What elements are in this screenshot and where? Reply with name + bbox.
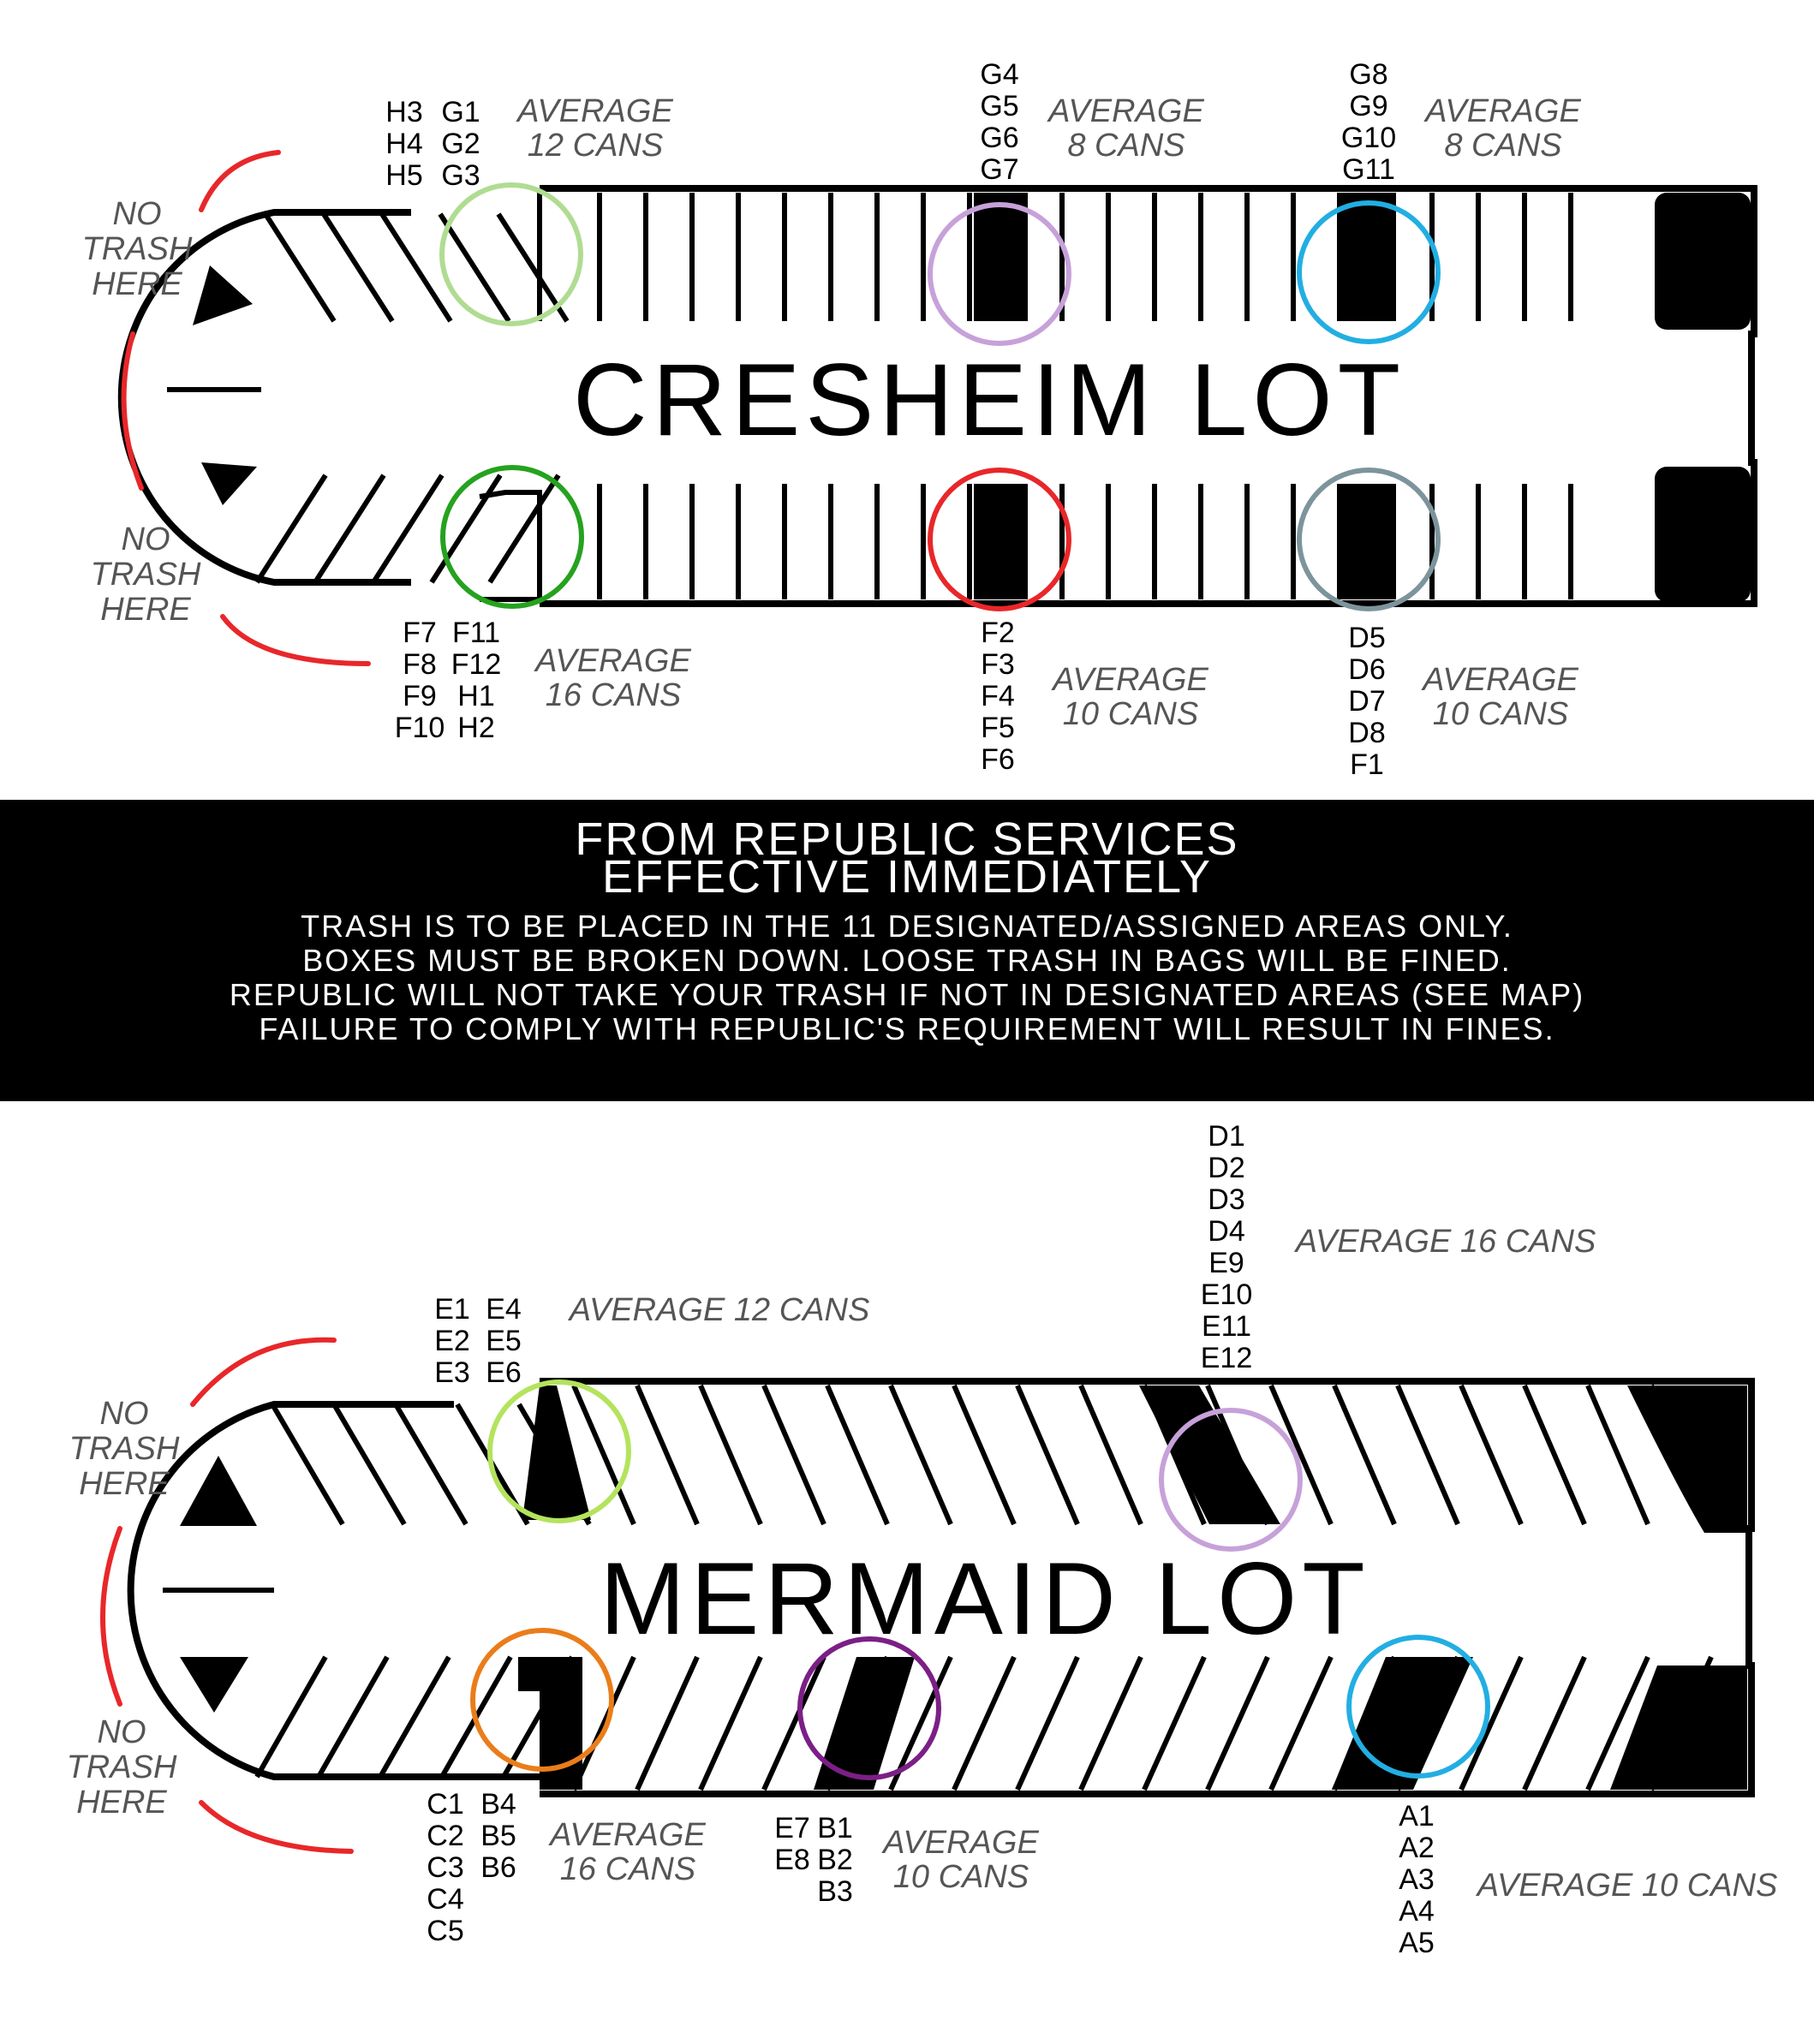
cresheim-trash-stall-4 bbox=[1342, 484, 1396, 599]
cresheim-trash-zone-circle-1 bbox=[442, 185, 581, 324]
cresheim-zone6-spot-1: D5 bbox=[1348, 622, 1386, 654]
cresheim-zone4-average-1: AVERAGE bbox=[535, 643, 691, 679]
mermaid-zone4-spot-b-3: B3 bbox=[817, 1875, 853, 1908]
cresheim-zone3-average-1: AVERAGE bbox=[1425, 93, 1581, 129]
cresheim-zone2-spot-3: G6 bbox=[980, 122, 1019, 154]
mermaid-top-stall-line bbox=[1271, 1386, 1331, 1524]
cresheim-zone4-spot-2: F8 bbox=[403, 648, 437, 681]
cresheim-no-trash-bottom-2: TRASH bbox=[90, 557, 201, 593]
mermaid-zone5-average-1: AVERAGE 10 CANS bbox=[1477, 1868, 1778, 1904]
mermaid-no-trash-top-3: HERE bbox=[79, 1466, 170, 1502]
mermaid-zone3-spot-b-2: B5 bbox=[480, 1820, 516, 1852]
mermaid-bottom-stall-line bbox=[1461, 1657, 1521, 1790]
cresheim-zone3-spot-2: G9 bbox=[1349, 90, 1388, 122]
mermaid-zone2-average-1: AVERAGE 16 CANS bbox=[1295, 1224, 1596, 1260]
mermaid-bottom-stall-line bbox=[1081, 1657, 1141, 1790]
mermaid-top-stall-line bbox=[637, 1386, 697, 1524]
cresheim-no-trash-top-2: TRASH bbox=[81, 231, 193, 267]
mermaid-no-trash-top-1: NO bbox=[99, 1396, 149, 1432]
mermaid-zone3-spot-2: C2 bbox=[427, 1820, 464, 1852]
mermaid-top-stall-line bbox=[701, 1386, 761, 1524]
mermaid-no-trash-bottom-3: HERE bbox=[76, 1785, 167, 1821]
mermaid-no-trash-arc-top bbox=[193, 1340, 334, 1404]
mermaid-zone2-spot-6: E10 bbox=[1200, 1278, 1253, 1311]
cresheim-zone2-spot-2: G5 bbox=[980, 90, 1019, 122]
cresheim-zone3-spot-4: G11 bbox=[1342, 153, 1395, 186]
cresheim-zone1-average-2: 12 CANS bbox=[527, 128, 664, 164]
mermaid-bottom-stall-line bbox=[637, 1657, 697, 1790]
cresheim-zone6-spot-5: F1 bbox=[1350, 748, 1384, 781]
notice-heading-1: FROM REPUBLIC SERVICES bbox=[575, 813, 1239, 865]
mermaid-zone2-spot-5: E9 bbox=[1208, 1247, 1244, 1279]
mermaid-zone3-spot-b-1: B4 bbox=[480, 1788, 516, 1821]
mermaid-top-stall-line bbox=[827, 1386, 887, 1524]
cresheim-zone4-spot-b-4: H2 bbox=[457, 712, 495, 744]
cresheim-zone4-spot-b-3: H1 bbox=[457, 680, 495, 712]
mermaid-bottom-stall-line bbox=[1144, 1657, 1204, 1790]
cresheim-zone6-spot-4: D8 bbox=[1348, 717, 1386, 749]
cresheim-no-trash-arc-middle bbox=[124, 334, 141, 488]
mermaid-bottom-stall-line bbox=[701, 1657, 761, 1790]
cresheim-trash-stall-2 bbox=[1342, 193, 1396, 321]
notice-line-1: TRASH IS TO BE PLACED IN THE 11 DESIGNATED/ASSIGNED AREAS ONLY. bbox=[301, 909, 1513, 944]
cresheim-trash-stall-3 bbox=[974, 484, 1028, 599]
mermaid-top-stall-line bbox=[1017, 1386, 1077, 1524]
notice-line-4: FAILURE TO COMPLY WITH REPUBLIC'S REQUIREMENT WILL RESULT IN FINES. bbox=[259, 1011, 1555, 1046]
cresheim-no-trash-top-3: HERE bbox=[92, 266, 182, 302]
cresheim-zone2-average-1: AVERAGE bbox=[1048, 93, 1204, 129]
cresheim-end-block-bottom bbox=[1655, 467, 1751, 602]
mermaid-top-stall-line bbox=[1461, 1386, 1521, 1524]
cresheim-zone5-spot-5: F6 bbox=[981, 743, 1015, 776]
mermaid-top-stall-line bbox=[1525, 1386, 1584, 1524]
mermaid-top-stall-line bbox=[1334, 1386, 1394, 1524]
cresheim-zone5-spot-2: F3 bbox=[981, 648, 1015, 681]
mermaid-zone5-spot-3: A3 bbox=[1399, 1863, 1435, 1896]
mermaid-zone1-spot-2: E2 bbox=[434, 1325, 470, 1357]
cresheim-head-corner bbox=[480, 492, 540, 599]
mermaid-zone3-spot-4: C4 bbox=[427, 1883, 464, 1916]
cresheim-head-stall-bottom bbox=[373, 475, 442, 582]
cresheim-zone1-spot-1: H3 bbox=[385, 96, 423, 128]
mermaid-zone3-spot-1: C1 bbox=[427, 1788, 464, 1821]
mermaid-zone3-spot-3: C3 bbox=[427, 1851, 464, 1884]
cresheim-zone4-spot-3: F9 bbox=[403, 680, 437, 712]
cresheim-head-stall-bottom bbox=[257, 475, 325, 582]
cresheim-zone1-spot-2: H4 bbox=[385, 128, 423, 160]
mermaid-zone5-spot-2: A2 bbox=[1399, 1832, 1435, 1864]
mermaid-zone2-spot-4: D4 bbox=[1208, 1215, 1245, 1248]
mermaid-zone1-average-1: AVERAGE 12 CANS bbox=[569, 1292, 870, 1328]
cresheim-no-trash-top-1: NO bbox=[112, 196, 162, 232]
mermaid-bottom-stall-line bbox=[954, 1657, 1014, 1790]
mermaid-zone4-spot-b-1: B1 bbox=[817, 1812, 853, 1844]
cresheim-zone3-average-2: 8 CANS bbox=[1444, 128, 1562, 164]
cresheim-head-stall-top bbox=[382, 214, 451, 321]
cresheim-trash-stall-1 bbox=[974, 193, 1028, 321]
cresheim-zone1-average-1: AVERAGE bbox=[517, 93, 673, 129]
mermaid-end-block-top bbox=[1627, 1386, 1747, 1533]
cresheim-no-trash-bottom-3: HERE bbox=[100, 592, 191, 628]
mermaid-zone5-spot-5: A5 bbox=[1399, 1927, 1435, 1959]
mermaid-zone3-spot-5: C5 bbox=[427, 1915, 464, 1947]
cresheim-no-trash-bottom-1: NO bbox=[121, 521, 170, 557]
cresheim-zone4-spot-1: F7 bbox=[403, 617, 437, 649]
mermaid-zone3-average-1: AVERAGE bbox=[550, 1817, 706, 1853]
mermaid-zone1-spot-1: E1 bbox=[434, 1293, 470, 1326]
mermaid-no-trash-bottom-1: NO bbox=[97, 1714, 146, 1750]
mermaid-zone5-spot-1: A1 bbox=[1399, 1800, 1435, 1832]
cresheim-zone6-spot-3: D7 bbox=[1348, 685, 1386, 718]
cresheim-zone6-average-1: AVERAGE bbox=[1423, 662, 1578, 698]
mermaid-zone4-spot-1: E7 bbox=[774, 1812, 810, 1844]
cresheim-lot-title: CRESHEIM LOT bbox=[572, 343, 1406, 457]
mermaid-bottom-stall-line bbox=[1525, 1657, 1584, 1790]
cresheim-no-trash-arc-bottom bbox=[223, 617, 368, 664]
mermaid-top-stall-line bbox=[954, 1386, 1014, 1524]
mermaid-head-block-top bbox=[180, 1456, 257, 1526]
cresheim-head-stall-bottom bbox=[315, 475, 384, 582]
mermaid-zone5-spot-4: A4 bbox=[1399, 1895, 1435, 1928]
notice-heading-2: EFFECTIVE IMMEDIATELY bbox=[601, 851, 1213, 903]
mermaid-zone4-average-1: AVERAGE bbox=[883, 1825, 1039, 1861]
republic-services-notice bbox=[0, 800, 1814, 1101]
mermaid-trash-stall-top bbox=[1139, 1386, 1280, 1524]
cresheim-head-block-bottom bbox=[201, 462, 257, 505]
cresheim-zone2-spot-1: G4 bbox=[980, 58, 1019, 91]
cresheim-head-block-top bbox=[193, 265, 253, 325]
mermaid-top-stall-line bbox=[1081, 1386, 1141, 1524]
notice-line-2: BOXES MUST BE BROKEN DOWN. LOOSE TRASH IN BAGS WILL BE FINED. bbox=[302, 943, 1512, 978]
mermaid-bottom-stall-line bbox=[1271, 1657, 1331, 1790]
cresheim-end-block-top bbox=[1655, 193, 1751, 330]
cresheim-zone1-spot-b-1: G1 bbox=[441, 96, 480, 128]
cresheim-lot bbox=[82, 58, 1754, 781]
mermaid-top-stall-line bbox=[764, 1386, 824, 1524]
mermaid-no-trash-arc-middle bbox=[103, 1529, 120, 1704]
mermaid-zone1-spot-b-1: E4 bbox=[486, 1293, 522, 1326]
cresheim-head-stall-top bbox=[266, 214, 334, 321]
mermaid-zone2-spot-3: D3 bbox=[1208, 1183, 1245, 1216]
mermaid-zone1-spot-b-2: E5 bbox=[486, 1325, 522, 1357]
cresheim-zone2-average-2: 8 CANS bbox=[1067, 128, 1185, 164]
mermaid-lot-title: MERMAID LOT bbox=[600, 1541, 1370, 1656]
mermaid-zone3-spot-b-3: B6 bbox=[480, 1851, 516, 1884]
mermaid-top-stall-line bbox=[1398, 1386, 1458, 1524]
cresheim-head-stall-top bbox=[324, 214, 392, 321]
cresheim-zone4-spot-4: F10 bbox=[394, 712, 445, 744]
cresheim-zone5-average-1: AVERAGE bbox=[1053, 662, 1208, 698]
mermaid-zone4-average-2: 10 CANS bbox=[892, 1859, 1029, 1895]
cresheim-zone6-average-2: 10 CANS bbox=[1432, 696, 1569, 732]
cresheim-zone3-spot-3: G10 bbox=[1340, 122, 1397, 154]
mermaid-bottom-stall-line bbox=[1208, 1657, 1268, 1790]
mermaid-zone3-average-2: 16 CANS bbox=[559, 1851, 696, 1887]
cresheim-zone1-spot-3: H5 bbox=[385, 159, 423, 192]
cresheim-zone5-spot-1: F2 bbox=[981, 617, 1015, 649]
cresheim-zone5-spot-4: F5 bbox=[981, 712, 1015, 744]
mermaid-zone2-spot-2: D2 bbox=[1208, 1152, 1245, 1184]
cresheim-zone1-spot-b-3: G3 bbox=[441, 159, 480, 192]
notice-line-3: REPUBLIC WILL NOT TAKE YOUR TRASH IF NOT IN DESIGNATED AREAS (SEE MAP) bbox=[229, 977, 1585, 1012]
mermaid-head-stall-top bbox=[334, 1404, 404, 1524]
mermaid-head-stall-top bbox=[272, 1404, 343, 1524]
mermaid-no-trash-bottom-2: TRASH bbox=[66, 1749, 177, 1785]
mermaid-end-block-bottom bbox=[1610, 1666, 1747, 1790]
mermaid-top-stall-line bbox=[891, 1386, 951, 1524]
mermaid-head-block-bottom bbox=[180, 1657, 248, 1713]
mermaid-head-stall-bottom bbox=[257, 1657, 325, 1777]
mermaid-zone2-spot-8: E12 bbox=[1200, 1342, 1253, 1374]
mermaid-zone4-spot-2: E8 bbox=[774, 1844, 810, 1876]
cresheim-zone1-spot-b-2: G2 bbox=[441, 128, 480, 160]
mermaid-bottom-stall-line bbox=[1017, 1657, 1077, 1790]
cresheim-head-stall-top bbox=[440, 214, 509, 321]
mermaid-head-stall-bottom bbox=[319, 1657, 387, 1777]
mermaid-lot bbox=[67, 1120, 1778, 1959]
cresheim-zone5-spot-3: F4 bbox=[981, 680, 1015, 712]
mermaid-head-stall-top bbox=[396, 1404, 466, 1524]
cresheim-zone4-average-2: 16 CANS bbox=[545, 677, 682, 713]
mermaid-head-stall-bottom bbox=[380, 1657, 449, 1777]
mermaid-bottom-stall-line bbox=[764, 1657, 824, 1790]
mermaid-zone1-spot-b-3: E6 bbox=[486, 1356, 522, 1389]
mermaid-zone2-spot-7: E11 bbox=[1202, 1310, 1251, 1343]
mermaid-zone4-spot-b-2: B2 bbox=[817, 1844, 853, 1876]
cresheim-zone4-spot-b-2: F12 bbox=[451, 648, 502, 681]
cresheim-zone2-spot-4: G7 bbox=[980, 153, 1019, 186]
mermaid-no-trash-top-2: TRASH bbox=[69, 1431, 180, 1467]
mermaid-zone2-spot-1: D1 bbox=[1208, 1120, 1245, 1153]
mermaid-bottom-stall-line bbox=[574, 1657, 634, 1790]
cresheim-zone3-spot-1: G8 bbox=[1349, 58, 1388, 91]
cresheim-zone5-average-2: 10 CANS bbox=[1062, 696, 1199, 732]
mermaid-no-trash-arc-bottom bbox=[201, 1803, 351, 1851]
cresheim-zone4-spot-b-1: F11 bbox=[451, 617, 501, 649]
mermaid-zone1-spot-3: E3 bbox=[434, 1356, 470, 1389]
cresheim-zone6-spot-2: D6 bbox=[1348, 653, 1386, 686]
cresheim-no-trash-arc-top bbox=[201, 152, 278, 210]
